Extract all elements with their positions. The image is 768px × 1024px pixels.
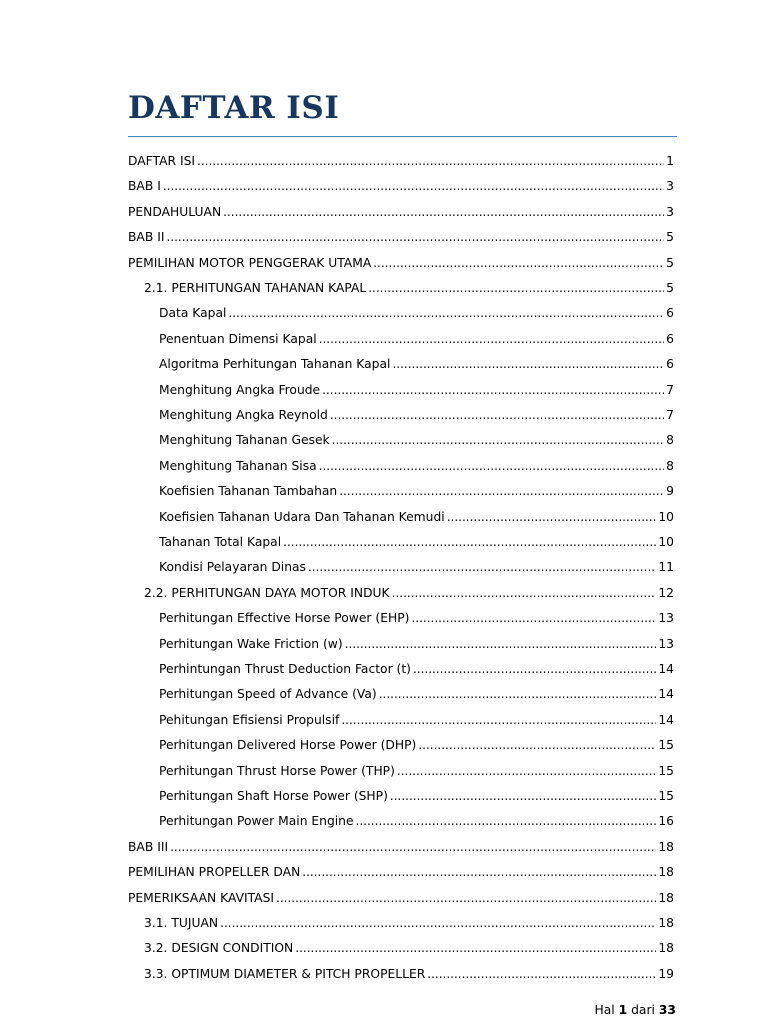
- toc-leader-dots: [390, 789, 656, 803]
- toc-entry[interactable]: [128, 179, 674, 204]
- toc-entry-page: 14: [658, 712, 674, 727]
- toc-leader-dots: [339, 484, 664, 498]
- toc-entry-page: 10: [658, 509, 674, 524]
- toc-entry-page: 8: [666, 433, 674, 448]
- toc-entry-page: 18: [658, 890, 674, 905]
- toc-entry-page: 15: [658, 763, 674, 778]
- toc-leader-dots: [330, 408, 664, 422]
- toc-entry-label: Penentuan Dimensi Kapal: [159, 331, 317, 346]
- toc-entry-label: 3.1. TUJUAN: [144, 916, 219, 930]
- toc-entry-label: BAB III: [128, 839, 169, 854]
- toc-entry-label: 2.2. PERHITUNGAN DAYA MOTOR INDUK: [144, 585, 390, 600]
- toc-entry-label: Pehitungan Efisiensi Propulsif: [159, 712, 340, 727]
- toc-entry-page: 7: [666, 408, 674, 422]
- toc-entry[interactable]: [159, 535, 674, 560]
- toc-leader-dots: [427, 967, 656, 981]
- toc-entry-page: 11: [658, 560, 674, 575]
- toc-entry-page: 5: [666, 230, 674, 245]
- toc-entry[interactable]: [128, 256, 674, 281]
- toc-leader-dots: [373, 256, 664, 270]
- toc-entry[interactable]: [144, 916, 674, 941]
- toc-entry[interactable]: [128, 891, 674, 916]
- toc-entry-page: 3: [666, 204, 674, 219]
- toc-leader-dots: [341, 713, 656, 727]
- toc-entry-label: Menghitung Angka Froude: [159, 382, 321, 397]
- toc-leader-dots: [276, 891, 656, 905]
- toc-entry-page: 13: [658, 636, 674, 651]
- toc-entry-label: Perhitungan Speed of Advance (Va): [159, 687, 377, 702]
- page-title: DAFTAR ISI: [128, 90, 340, 126]
- toc-entry-label: PEMERIKSAAN KAVITASI: [128, 890, 275, 905]
- toc-entry-label: Menghitung Angka Reynold: [159, 408, 328, 422]
- toc-entry-label: 2.1. PERHITUNGAN TAHANAN KAPAL: [144, 281, 367, 295]
- footer-prefix: Hal: [594, 1003, 615, 1017]
- toc-entry-page: 14: [658, 687, 674, 702]
- toc-entry-label: 3.2. DESIGN CONDITION: [144, 941, 294, 956]
- toc-entry-page: 7: [666, 382, 674, 397]
- toc-entry-page: 6: [666, 331, 674, 346]
- toc-entry-label: Perhitungan Effective Horse Power (EHP): [159, 611, 410, 626]
- toc-entry-page: 5: [666, 281, 674, 295]
- page-footer: [595, 1003, 676, 1017]
- toc-entry[interactable]: [159, 560, 674, 585]
- toc-entry[interactable]: [159, 814, 674, 839]
- toc-entry[interactable]: [128, 840, 674, 865]
- toc-leader-dots: [163, 179, 664, 193]
- toc-entry-page: 9: [666, 484, 674, 499]
- toc-entry-page: 6: [666, 357, 674, 372]
- toc-entry-label: Koefisien Tahanan Tambahan: [159, 484, 338, 499]
- toc-leader-dots: [411, 611, 656, 625]
- toc-entry-page: 8: [666, 458, 674, 473]
- toc-entry-label: Perhitungan Power Main Engine: [159, 814, 354, 829]
- toc-leader-dots: [392, 586, 657, 600]
- toc-leader-dots: [220, 916, 656, 930]
- toc-entry-label: BAB I: [128, 179, 161, 194]
- toc-entry[interactable]: [159, 637, 674, 662]
- toc-leader-dots: [356, 814, 657, 828]
- toc-entry-label: Koefisien Tahanan Udara Dan Tahanan Kemudi: [159, 509, 445, 524]
- toc-entry-label: Algoritma Perhitungan Tahanan Kapal: [159, 357, 391, 372]
- toc-leader-dots: [392, 357, 664, 371]
- toc-entry[interactable]: [159, 383, 674, 408]
- toc-entry-label: Perhitungan Delivered Horse Power (DHP): [159, 738, 417, 753]
- toc-entry[interactable]: [159, 738, 674, 763]
- toc-entry-page: 14: [658, 662, 674, 676]
- toc-entry[interactable]: [159, 306, 674, 331]
- toc-entry-label: PEMILIHAN PROPELLER DAN: [128, 865, 301, 880]
- toc-entry-page: 19: [658, 966, 674, 981]
- toc-entry[interactable]: [159, 433, 674, 458]
- toc-entry[interactable]: [144, 941, 674, 966]
- toc-entry-page: 12: [658, 585, 674, 600]
- toc-entry[interactable]: [159, 611, 674, 636]
- toc-entry-label: Perhitungan Shaft Horse Power (SHP): [159, 789, 388, 803]
- toc-entry[interactable]: [159, 687, 674, 712]
- footer-current-page: 1: [618, 1003, 628, 1017]
- toc-entry-label: Menghitung Tahanan Sisa: [159, 458, 317, 473]
- toc-entry-label: Perhitungan Thrust Horse Power (THP): [159, 763, 395, 778]
- toc-entry-page: 15: [658, 789, 674, 803]
- toc-entry-page: 3: [666, 179, 674, 194]
- toc-entry[interactable]: [128, 230, 674, 255]
- toc-entry-page: 5: [666, 255, 674, 270]
- toc-leader-dots: [170, 840, 656, 854]
- toc-entry[interactable]: [159, 510, 674, 535]
- toc-entry[interactable]: [144, 967, 674, 992]
- toc-entry-page: 18: [658, 916, 674, 930]
- footer-total-pages: 33: [658, 1003, 676, 1017]
- toc-entry[interactable]: [159, 713, 674, 738]
- toc-leader-dots: [223, 205, 664, 219]
- toc-leader-dots: [302, 865, 656, 879]
- toc-leader-dots: [197, 154, 664, 168]
- toc-leader-dots: [345, 637, 657, 651]
- toc-leader-dots: [295, 941, 656, 955]
- toc-entry[interactable]: [159, 357, 674, 382]
- toc-leader-dots: [319, 459, 665, 473]
- toc-leader-dots: [166, 230, 664, 244]
- toc-leader-dots: [379, 687, 657, 701]
- toc-entry-label: DAFTAR ISI: [128, 154, 196, 168]
- toc-leader-dots: [418, 738, 656, 752]
- toc-leader-dots: [397, 764, 656, 778]
- toc-entry-page: 13: [658, 611, 674, 626]
- toc-leader-dots: [322, 383, 664, 397]
- toc-entry[interactable]: [159, 789, 674, 814]
- toc-entry-label: BAB II: [128, 230, 165, 245]
- toc-entry-label: Data Kapal: [159, 306, 227, 321]
- toc-entry[interactable]: [128, 205, 674, 230]
- toc-entry[interactable]: [128, 865, 674, 890]
- title-underline: [128, 136, 677, 137]
- toc-leader-dots: [447, 510, 657, 524]
- toc-entry-page: 18: [658, 839, 674, 854]
- toc-entry-page: 18: [658, 941, 674, 956]
- toc-leader-dots: [368, 281, 664, 295]
- toc-entry-label: Kondisi Pelayaran Dinas: [159, 560, 306, 575]
- toc-entry-page: 16: [658, 814, 674, 829]
- toc-leader-dots: [283, 535, 656, 549]
- toc-entry[interactable]: [144, 281, 674, 306]
- toc-entry-label: PEMILIHAN MOTOR PENGGERAK UTAMA: [128, 255, 372, 270]
- toc-entry[interactable]: [128, 154, 674, 179]
- toc-entry-label: Menghitung Tahanan Gesek: [159, 433, 330, 448]
- toc-entry[interactable]: [159, 764, 674, 789]
- toc-entry-label: Perhitungan Wake Friction (w): [159, 636, 343, 651]
- toc-entry-page: 10: [658, 535, 674, 549]
- toc-entry[interactable]: [144, 586, 674, 611]
- toc-entry[interactable]: [159, 408, 674, 433]
- footer-middle: dari: [631, 1003, 655, 1017]
- toc-entry[interactable]: [159, 332, 674, 357]
- toc-entry-page: 18: [658, 865, 674, 880]
- toc-leader-dots: [332, 433, 665, 447]
- toc-leader-dots: [413, 662, 656, 676]
- toc-leader-dots: [319, 332, 665, 346]
- toc-entry[interactable]: [159, 662, 674, 687]
- toc-entry-page: 15: [658, 738, 674, 753]
- toc-entry-label: Perhintungan Thrust Deduction Factor (t): [159, 662, 411, 676]
- toc-entry-page: 6: [666, 306, 674, 321]
- toc-entry[interactable]: [159, 484, 674, 509]
- toc-entry-label: Tahanan Total Kapal: [159, 535, 282, 549]
- toc-entry-label: 3.3. OPTIMUM DIAMETER & PITCH PROPELLER: [144, 966, 426, 981]
- toc-leader-dots: [228, 306, 664, 320]
- toc-entry-page: 1: [666, 154, 674, 168]
- toc-leader-dots: [308, 560, 656, 574]
- toc-entry[interactable]: [159, 459, 674, 484]
- toc-entry-label: PENDAHULUAN: [128, 204, 222, 219]
